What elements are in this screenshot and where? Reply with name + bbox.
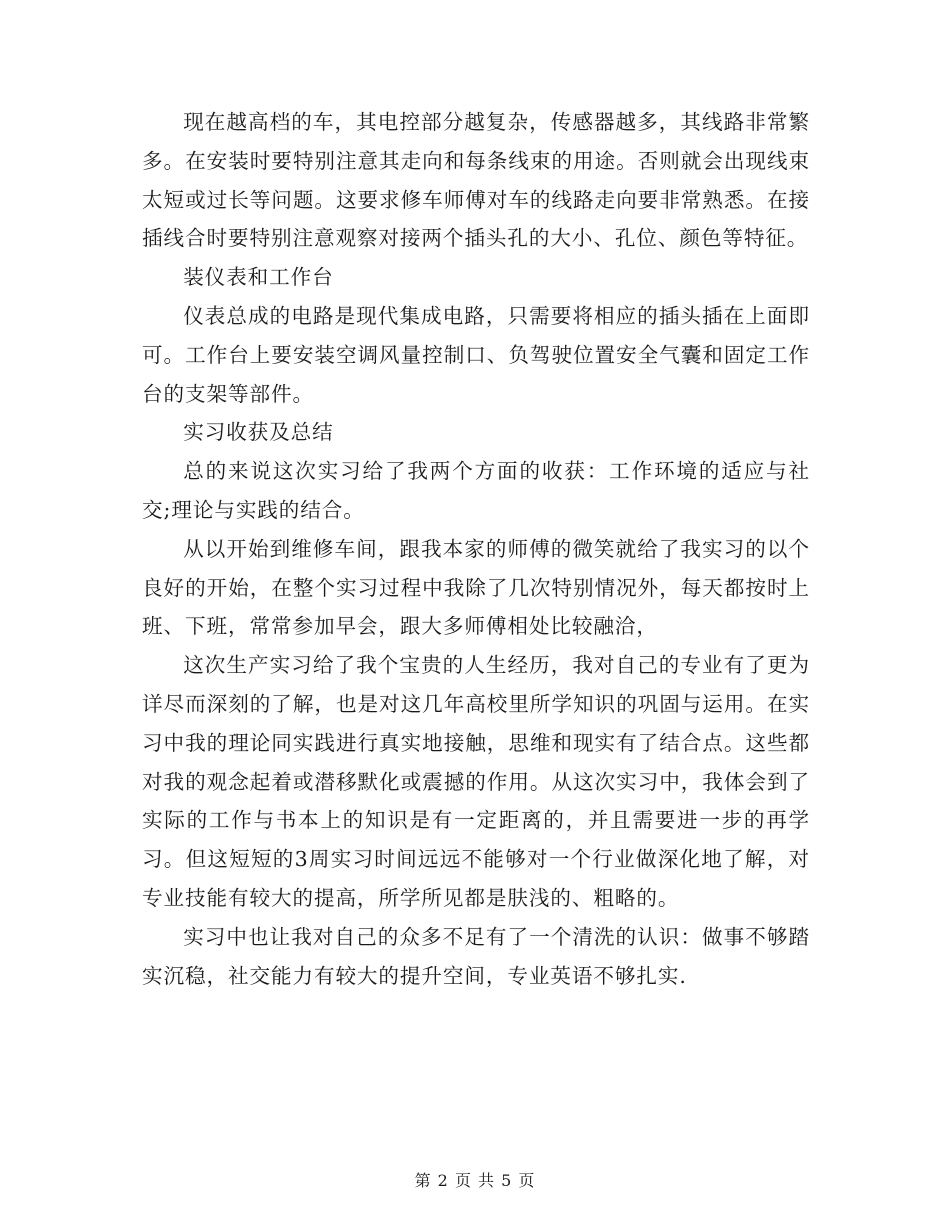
section-heading-summary: 实习收获及总结: [183, 420, 334, 445]
section-heading-instrument: 装仪表和工作台: [183, 265, 334, 290]
document-body: [142, 103, 810, 995]
paragraph-summary-intro: 总的来说这次实习给了我两个方面的收获：工作环境的适应与社交;理论与实践的结合。: [142, 459, 810, 522]
paragraph-instrument: 仪表总成的电路是现代集成电路，只需要将相应的插头插在上面即可。工作台上要安装空调风量控制口、负驾驶位置安全气囊和固定工作台的支架等部件。: [142, 303, 810, 406]
page-number-footer: 第 2 页 共 5 页: [414, 1171, 536, 1190]
paragraph-experience: 这次生产实习给了我个宝贵的人生经历，我对自己的专业有了更为详尽而深刻的了解，也是对这几年高校里所学知识的巩固与运用。在实习中我的理论同实践进行真实地接触，思维和现实有了结合点。这些都对我的观念起着或潜移默化或震撼的作用。从这次实习中，我体会到了实际的工作与书本上的知识是有一定距离的，并且需要进一步的再学习。但这短短的3周实习时间远远不能够对一个行业做深化地了解，对专业技能有较大的提高，所学所见都是肤浅的、粗略的。: [142, 653, 810, 910]
paragraph-wiring: 现在越高档的车，其电控部分越复杂，传感器越多，其线路非常繁多。在安装时要特别注意其走向和每条线束的用途。否则就会出现线束太短或过长等问题。这要求修车师傅对车的线路走向要非常熟悉。在接插线合时要特别注意观察对接两个插头孔的大小、孔位、颜色等特征。: [142, 110, 810, 251]
paragraph-workshop: 从以开始到维修车间，跟我本家的师傅的微笑就给了我实习的以个良好的开始，在整个实习过程中我除了几次特别情况外，每天都按时上班、下班，常常参加早会，跟大多师傅相处比较融洽，: [142, 536, 810, 639]
paragraph-shortcomings: 实习中也让我对自己的众多不足有了一个清洗的认识：做事不够踏实沉稳，社交能力有较大的提升空间，专业英语不够扎实.: [142, 924, 810, 988]
